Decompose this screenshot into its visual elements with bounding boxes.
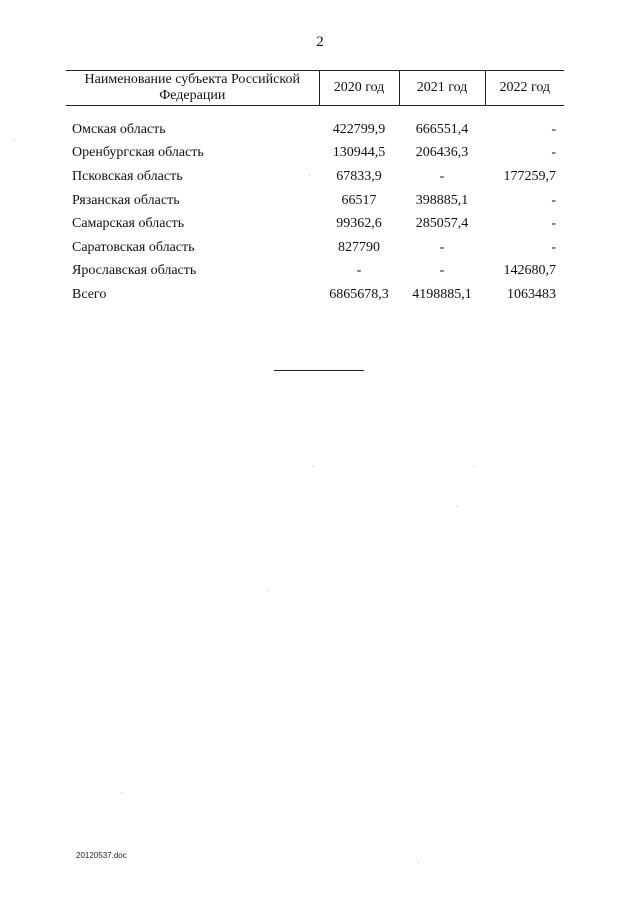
table-row — [66, 189, 564, 213]
header-year-2021: 2021 год — [399, 71, 485, 106]
cell-value-2021: 398885,1 — [415, 192, 469, 208]
table-row — [66, 283, 564, 307]
header-subject-name: Наименование субъекта Российской Федерации — [66, 71, 319, 106]
scan-speck — [121, 792, 122, 793]
cell-subject-name: Оренбургская область — [72, 145, 204, 161]
scan-speck — [456, 506, 457, 507]
cell-value-2022: - — [551, 216, 556, 232]
cell-value-2022: - — [551, 121, 556, 137]
scan-speck — [418, 862, 419, 863]
cell-value-2021: 285057,4 — [415, 216, 469, 232]
cell-subject-name: Ярославская область — [72, 263, 197, 279]
cell-value-2022: - — [551, 192, 556, 208]
cell-value-2020: 67833,9 — [336, 168, 382, 184]
header-year-2020: 2020 год — [319, 71, 399, 106]
closing-rule — [274, 370, 364, 371]
cell-value-2022: 142680,7 — [503, 263, 556, 279]
cell-value-2021: 206436,3 — [415, 145, 469, 161]
cell-value-2021: - — [439, 168, 445, 184]
cell-subject-name: Всего — [72, 286, 107, 302]
cell-subject-name: Саратовская область — [72, 239, 195, 255]
cell-value-2020: 6865678,3 — [329, 286, 389, 302]
cell-value-2022: 1063483 — [507, 286, 556, 302]
scan-speck — [312, 466, 313, 467]
cell-value-2020: 66517 — [341, 192, 377, 208]
table-body — [66, 106, 564, 307]
scan-speck — [309, 175, 310, 176]
cell-value-2022: 177259,7 — [503, 168, 556, 184]
cell-value-2021: 4198885,1 — [412, 286, 472, 302]
table-row — [66, 236, 564, 260]
table-header-row — [66, 71, 564, 106]
data-table — [66, 70, 564, 307]
cell-subject-name: Рязанская область — [72, 192, 180, 208]
cell-subject-name: Псковская область — [72, 168, 183, 184]
cell-value-2022: - — [551, 239, 556, 255]
cell-value-2021: - — [439, 239, 445, 255]
table-row — [66, 142, 564, 166]
cell-value-2020: 827790 — [338, 239, 380, 255]
cell-subject-name: Омская область — [72, 121, 166, 137]
scan-speck — [14, 140, 15, 141]
table-row — [66, 118, 564, 142]
cell-value-2021: 666551,4 — [415, 121, 469, 137]
cell-value-2020: 422799,9 — [332, 121, 386, 137]
cell-value-2020: 99362,6 — [336, 216, 382, 232]
cell-value-2020: - — [356, 263, 362, 279]
cell-value-2020: 130944,5 — [332, 145, 386, 161]
cell-value-2022: - — [551, 145, 556, 161]
header-year-2022: 2022 год — [485, 71, 564, 106]
scan-speck — [268, 590, 269, 591]
table-row — [66, 165, 564, 189]
table-row — [66, 212, 564, 236]
footer-file-name: 20120537.doc — [76, 851, 127, 860]
data-table-container — [66, 70, 564, 307]
page-number: 2 — [316, 34, 324, 50]
scan-speck — [474, 466, 475, 467]
table-row — [66, 260, 564, 284]
cell-value-2021: - — [439, 263, 445, 279]
cell-subject-name: Самарская область — [72, 216, 185, 232]
